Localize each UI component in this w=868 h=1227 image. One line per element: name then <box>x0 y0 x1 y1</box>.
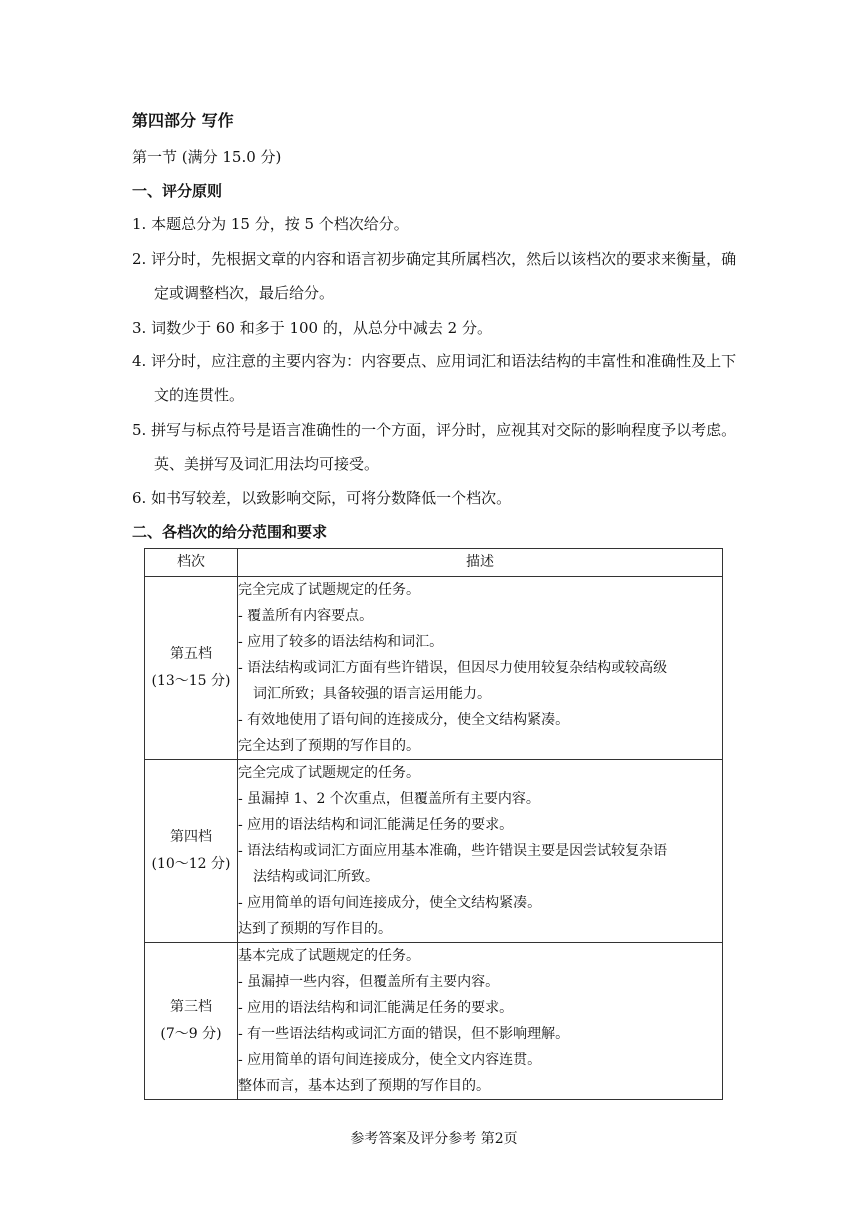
desc-line: 完全达到了预期的写作目的。 <box>238 738 420 754</box>
principle-2: 2. 评分时，先根据文章的内容和语言初步确定其所属档次，然后以该档次的要求来衡量，确 <box>132 250 737 268</box>
table-header-row <box>145 549 723 577</box>
principle-3: 3. 词数少于 60 和多于 100 的，从总分中减去 2 分。 <box>132 319 492 337</box>
level-range: (7～9 分) <box>160 1026 222 1042</box>
desc-line: - 语法结构或词汇方面应用基本准确，些许错误主要是因尝试较复杂语 <box>238 843 668 859</box>
level-name: 第五档 <box>170 646 212 662</box>
desc-line: - 应用了较多的语法结构和词汇。 <box>238 634 444 650</box>
desc-line: 法结构或词汇所致。 <box>253 869 379 885</box>
grading-table <box>144 548 723 1100</box>
desc-cell <box>238 577 723 760</box>
desc-line: - 覆盖所有内容要点。 <box>238 608 374 624</box>
desc-line: 达到了预期的写作目的。 <box>238 921 392 937</box>
part-title: 第四部分 写作 <box>132 111 234 130</box>
desc-line: - 应用简单的语句间连接成分，使全文内容连贯。 <box>238 1052 542 1068</box>
desc-line: 基本完成了试题规定的任务。 <box>238 948 420 964</box>
desc-line: - 有一些语法结构或词汇方面的错误，但不影响理解。 <box>238 1026 570 1042</box>
level-name: 第三档 <box>170 999 212 1015</box>
desc-cell <box>238 760 723 943</box>
desc-line: - 有效地使用了语句间的连接成分，使全文结构紧凑。 <box>238 712 570 728</box>
col-header-desc: 描述 <box>238 549 723 577</box>
desc-line: - 应用的语法结构和词汇能满足任务的要求。 <box>238 817 514 833</box>
desc-line: 词汇所致；具备较强的语言运用能力。 <box>253 686 491 702</box>
desc-line: 完全完成了试题规定的任务。 <box>238 765 420 781</box>
level-range: (10～12 分) <box>151 856 231 872</box>
col-header-level: 档次 <box>145 549 238 577</box>
table-row <box>145 760 723 943</box>
desc-line: 完全完成了试题规定的任务。 <box>238 582 420 598</box>
principle-4-cont: 文的连贯性。 <box>154 386 245 404</box>
desc-line: 整体而言，基本达到了预期的写作目的。 <box>238 1078 490 1094</box>
level-range: (13～15 分) <box>151 673 231 689</box>
principle-2-cont: 定或调整档次，最后给分。 <box>154 284 335 302</box>
principle-1: 1. 本题总分为 15 分，按 5 个档次给分。 <box>132 215 409 233</box>
level-cell <box>145 943 238 1100</box>
principle-5: 5. 拼写与标点符号是语言准确性的一个方面，评分时，应视其对交际的影响程度予以考虑。 <box>132 421 737 439</box>
level-name: 第四档 <box>170 829 212 845</box>
level-cell <box>145 577 238 760</box>
section-title: 第一节 (满分 15.0 分) <box>132 148 282 166</box>
desc-line: - 语法结构或词汇方面有些许错误，但因尽力使用较复杂结构或较高级 <box>238 660 668 676</box>
desc-line: - 应用的语法结构和词汇能满足任务的要求。 <box>238 1000 514 1016</box>
table-row <box>145 943 723 1100</box>
desc-line: - 虽漏掉 1、2 个次重点，但覆盖所有主要内容。 <box>238 791 540 807</box>
principle-6: 6. 如书写较差，以致影响交际，可将分数降低一个档次。 <box>132 489 512 507</box>
principles-heading: 一、评分原则 <box>132 182 223 200</box>
desc-line: - 应用简单的语句间连接成分，使全文结构紧凑。 <box>238 895 542 911</box>
desc-cell <box>238 943 723 1100</box>
page-footer: 参考答案及评分参考 第2页 <box>350 1131 518 1147</box>
principle-4: 4. 评分时，应注意的主要内容为：内容要点、应用词汇和语法结构的丰富性和准确性及上下 <box>132 352 737 370</box>
table-row <box>145 577 723 760</box>
desc-line: - 虽漏掉一些内容，但覆盖所有主要内容。 <box>238 974 500 990</box>
bands-heading: 二、各档次的给分范围和要求 <box>132 523 328 541</box>
principle-5-cont: 英、美拼写及词汇用法均可接受。 <box>154 455 380 473</box>
level-cell <box>145 760 238 943</box>
